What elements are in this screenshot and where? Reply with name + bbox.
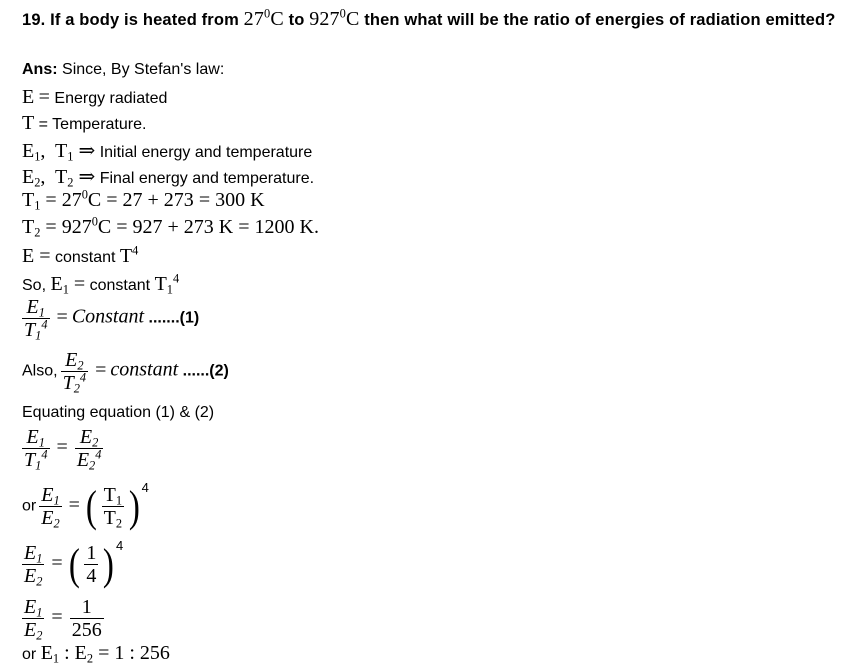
- equation-1-tag: .......(1): [148, 309, 200, 327]
- equation-ratio: or $\frac{E_1}{E_2}$ = ( $\frac{T_1}{T_2}$ ) 4: [22, 480, 149, 531]
- equation-2: Also, $\frac{E_2}{T_2^4}$ = constant ......(2): [22, 349, 229, 396]
- question-number: 19.: [22, 11, 46, 29]
- equation-equated: $\frac{E_1}{T_1^4}$ = $\frac{E_2}{E_2^4}$: [24, 426, 102, 473]
- question-text-a: If a body is heated from: [50, 11, 239, 29]
- final-temperature: $927^0C$: [309, 6, 360, 30]
- definition-energy: E = Energy radiated: [22, 86, 168, 108]
- equation-so: So, $E_1$ = constant $T_1^4$: [22, 271, 180, 297]
- definition-initial: $E_1$, $T_1$ ⇒ Initial energy and temperature: [22, 140, 313, 164]
- answer-intro: [22, 61, 224, 79]
- fraction-e1-t1: $\frac{E_1}{T_1^4}$: [24, 296, 48, 343]
- answer-label: Ans:: [22, 61, 58, 78]
- question-text: [22, 6, 850, 34]
- equation-t2: $T_2 = 927^0C = 927 + 273$ K = 1200 K.: [22, 214, 319, 240]
- equation-proportional: E = constant $T^4$: [22, 243, 139, 267]
- equation-t1: $T_1 = 27^0C = 27 + 273 = 300$ K: [22, 187, 265, 213]
- final-answer: or $E_1$ : $E_2 = 1$ : 256: [22, 642, 170, 666]
- question-text-c: then what will be the ratio of energies of radiation emitted?: [364, 11, 836, 29]
- stefan-law-intro: Since, By Stefan's law:: [62, 61, 225, 78]
- definition-final: $E_2$, $T_2$ ⇒ Final energy and temperature.: [22, 166, 315, 190]
- equation-1: $\frac{E_1}{T_1^4}$ = Constant .......(1): [24, 296, 200, 343]
- definition-temperature: T = Temperature.: [22, 112, 147, 134]
- equating-text: Equating equation (1) & (2): [22, 404, 215, 421]
- equation-2-tag: ......(2): [182, 362, 229, 380]
- question-text-b: to: [288, 11, 305, 29]
- equation-result: $\frac{E_1}{E_2}$ = $\frac{1}{256}$: [24, 596, 102, 643]
- fraction-e2-t2: $\frac{E_2}{T_2^4}$: [62, 349, 87, 396]
- initial-temperature: $27^0C$: [243, 6, 284, 30]
- equation-quarter: $\frac{E_1}{E_2}$ = ( $\frac{1}{4}$ ) 4: [24, 538, 124, 589]
